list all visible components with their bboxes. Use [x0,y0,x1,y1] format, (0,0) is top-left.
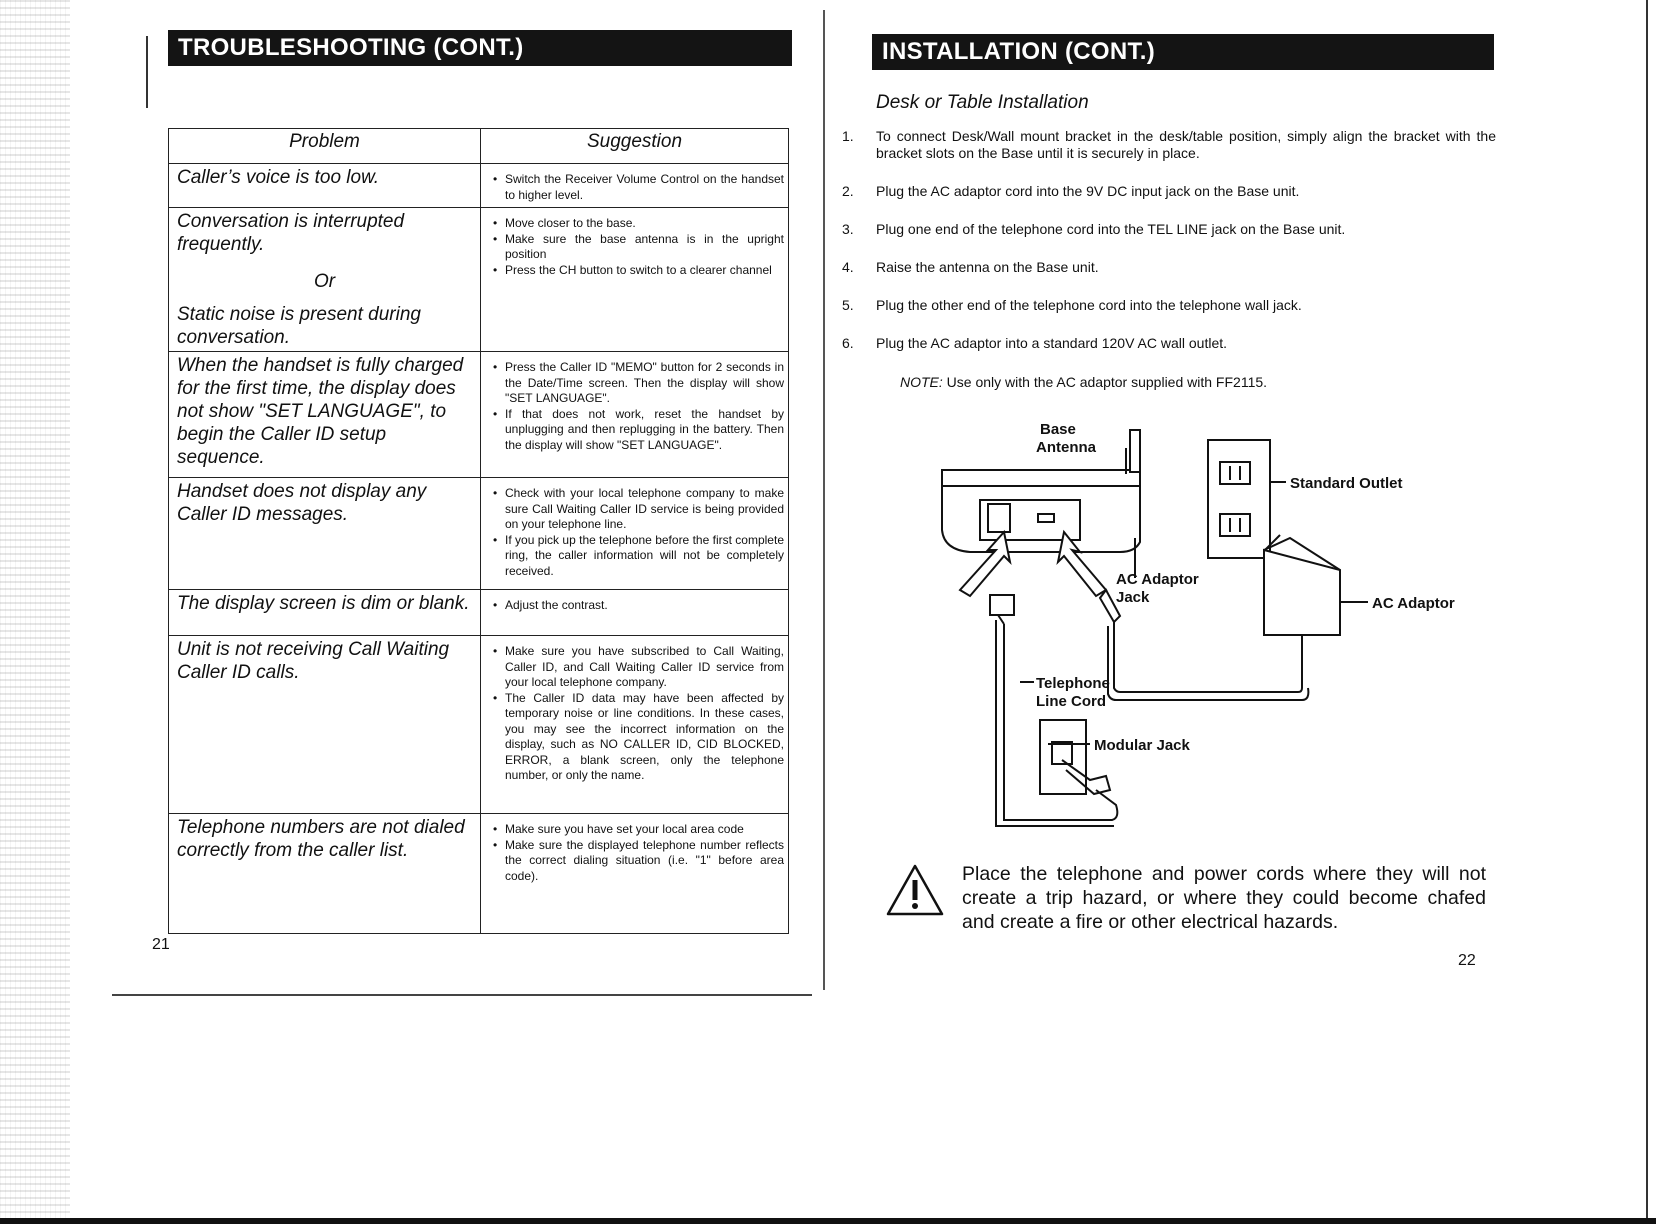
table-row [169,208,789,352]
antenna-shape [1130,430,1140,472]
note-label: NOTE: [900,374,943,390]
problem-cell: The display screen is dim or blank. [169,590,481,636]
troubleshooting-header: TROUBLESHOOTING (CONT.) [168,30,792,66]
suggestion-cell [481,164,789,208]
suggestion-item: • If you pick up the telephone before the first complete ring, the caller information will not be completely received. [505,533,784,580]
page-number-right: 22 [1458,952,1476,969]
table-row [169,478,789,590]
binding-line-left [146,36,148,108]
suggestion-cell [481,478,789,590]
label-ac-adaptor-jack-2: Jack [1116,589,1150,606]
note [900,374,1267,390]
suggestion-cell [481,208,789,352]
suggestion-item: • Move closer to the base. [505,216,784,232]
suggestion-item: • Make sure the displayed telephone number reflects the correct dialing situation (i.e. "1" before area code). [505,838,784,885]
scan-edge-noise [0,0,70,1224]
note-text: Use only with the AC adaptor supplied with FF2115. [942,374,1268,390]
suggestion-item: • Press the CH button to switch to a clearer channel [505,263,784,279]
label-base: Base [1040,421,1076,438]
suggestion-cell [481,352,789,478]
right-edge-line [1646,0,1648,1224]
standard-outlet-shape [1208,440,1270,558]
problem-cell [169,208,481,352]
list-item: 1. To connect Desk/Wall mount bracket in the desk/table position, simply align the bracket with the bracket slots on the Base until it is securely in place. [842,128,1496,161]
suggestion-item: • If that does not work, reset the handset by unplugging and then replugging in the battery. Then the display will show "SET LANGUAGE". [505,407,784,454]
page-number-left: 21 [152,936,170,953]
suggestion-item: • Adjust the contrast. [505,598,784,614]
warning-triangle-icon [884,862,946,918]
list-item: 6. Plug the AC adaptor into a standard 120V AC wall outlet. [842,335,1228,351]
problem-cell: Unit is not receiving Call Waiting Caller ID calls. [169,636,481,814]
label-line-cord: Line Cord [1036,693,1106,710]
suggestion-item: • Make sure you have subscribed to Call Waiting, Caller ID, and Call Waiting Caller ID service from your local telephone company. [505,644,784,691]
or-separator: Or [313,271,336,292]
list-item: 4. Raise the antenna on the Base unit. [842,259,1099,275]
suggestion-column-header: Suggestion [481,129,789,164]
label-telephone: Telephone [1036,675,1110,692]
table-header-row [169,129,789,164]
problem-column-header: Problem [169,129,481,164]
suggestion-item: • Make sure the base antenna is in the upright position [505,232,784,263]
suggestion-item: • Make sure you have set your local area code [505,822,784,838]
suggestion-cell [481,590,789,636]
page-divider [823,10,825,990]
suggestion-cell [481,636,789,814]
list-item: 3. Plug one end of the telephone cord into the TEL LINE jack on the Base unit. [842,221,1346,237]
suggestion-item: • Press the Caller ID "MEMO" button for 2 seconds in the Date/Time screen. Then the display will show "SET LANGUAGE". [505,360,784,407]
suggestion-item: • Check with your local telephone company to make sure Call Waiting Caller ID service is being provided on your telephone line. [505,486,784,533]
label-modular-jack: Modular Jack [1094,737,1190,754]
troubleshooting-table [168,128,789,934]
scan-bottom-edge [0,1218,1656,1224]
installation-header: INSTALLATION (CONT.) [872,34,1494,70]
warning-text: Place the telephone and power cords where they will not create a trip hazard, or where they could become chafed and create a fire or other electrical hazards. [962,863,1486,933]
suggestion-item: • Switch the Receiver Volume Control on the handset to higher level. [505,172,784,203]
table-row [169,352,789,478]
label-antenna: Antenna [1036,439,1096,456]
table-row [169,590,789,636]
table-row [169,814,789,934]
table-row [169,636,789,814]
problem-text: Conversation is interrupted frequently. [177,211,405,255]
problem-cell: When the handset is fully charged for the first time, the display does not show "SET LANGUAGE", to begin the Caller ID setup sequence. [169,352,481,478]
problem-cell: Telephone numbers are not dialed correctly from the caller list. [169,814,481,934]
suggestion-item: • The Caller ID data may have been affected by temporary noise or line conditions. In these cases, you may see the incorrect information on the display, such as NO CALLER ID, CID BLOCKED, ERROR, a blank screen, only the telephone number, or only the name. [505,691,784,784]
label-ac-adaptor-jack-1: AC Adaptor [1116,571,1199,588]
label-standard-outlet: Standard Outlet [1290,475,1403,492]
table-row [169,164,789,208]
installation-diagram [930,420,1470,840]
label-ac-adaptor: AC Adaptor [1372,595,1455,612]
list-item: 5. Plug the other end of the telephone cord into the telephone wall jack. [842,297,1302,313]
page-bottom-rule-left [112,994,812,996]
section-subheading: Desk or Table Installation [876,92,1089,113]
suggestion-cell [481,814,789,934]
problem-cell: Handset does not display any Caller ID messages. [169,478,481,590]
list-item: 2. Plug the AC adaptor cord into the 9V DC input jack on the Base unit. [842,183,1300,199]
problem-cell: Caller’s voice is too low. [169,164,481,208]
modular-jack-shape [1040,720,1086,794]
problem-text: Static noise is present during conversation. [177,304,421,348]
installation-steps [842,128,1496,373]
